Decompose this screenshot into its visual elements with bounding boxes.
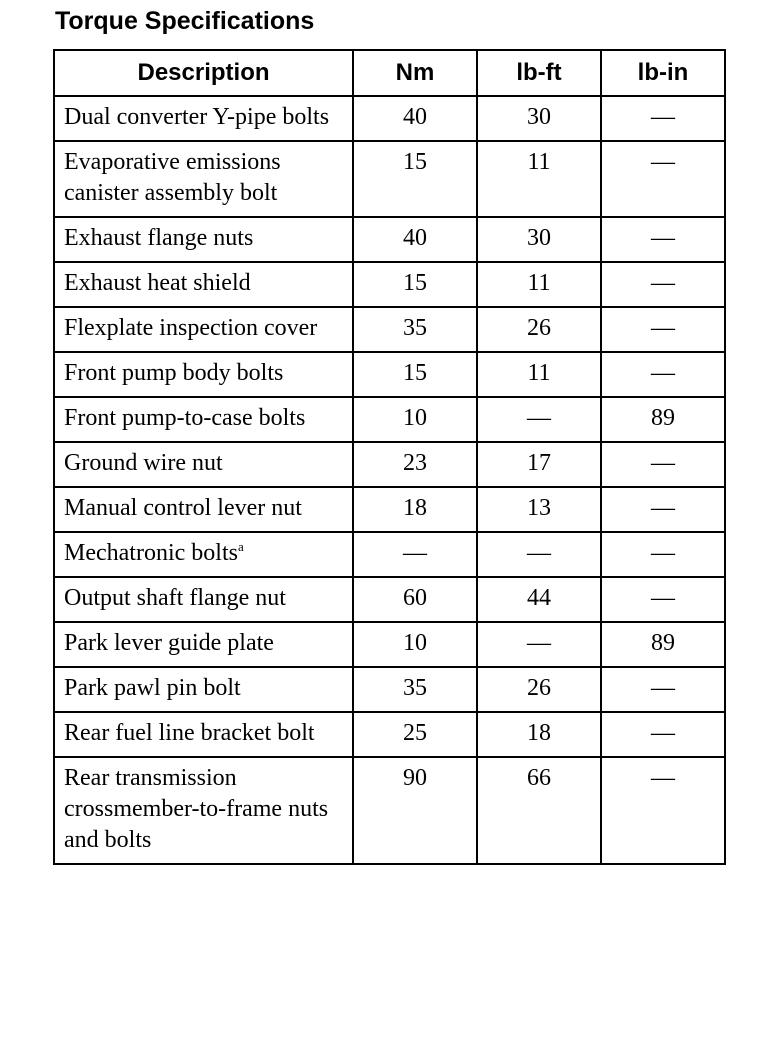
lb-in-cell: — [601,141,725,217]
description-cell: Ground wire nut [54,442,353,487]
lb-ft-cell: 18 [477,712,601,757]
lb-ft-cell: — [477,532,601,577]
lb-in-cell: 89 [601,622,725,667]
table-row [54,307,725,352]
lb-ft-cell: 11 [477,262,601,307]
nm-cell: 90 [353,757,477,864]
description-cell: Park pawl pin bolt [54,667,353,712]
lb-in-cell: — [601,712,725,757]
description-cell: Flexplate inspection cover [54,307,353,352]
description-cell: Exhaust flange nuts [54,217,353,262]
torque-spec-table [53,49,726,865]
nm-cell: 25 [353,712,477,757]
table-row [54,532,725,577]
table-row [54,757,725,864]
description-cell: Output shaft flange nut [54,577,353,622]
table-row [54,352,725,397]
description-cell: Front pump-to-case bolts [54,397,353,442]
nm-cell: 40 [353,217,477,262]
lb-in-cell: — [601,532,725,577]
description-cell: Rear transmission crossmember-to-frame nuts and bolts [54,757,353,864]
lb-ft-cell: 26 [477,307,601,352]
table-header-row [54,50,725,96]
nm-cell: 15 [353,352,477,397]
lb-ft-cell: 26 [477,667,601,712]
table-row [54,96,725,141]
nm-cell: 40 [353,96,477,141]
lb-ft-cell: 66 [477,757,601,864]
description-text: Mechatronic bolts [64,540,238,566]
nm-cell: 15 [353,262,477,307]
description-cell: Exhaust heat shield [54,262,353,307]
description-cell: Dual converter Y-pipe bolts [54,96,353,141]
description-cell: Rear fuel line bracket bolt [54,712,353,757]
description-cell: Manual control lever nut [54,487,353,532]
lb-ft-cell: 44 [477,577,601,622]
table-row [54,397,725,442]
footnote-marker: a [237,539,244,554]
lb-ft-cell: — [477,397,601,442]
table-row [54,262,725,307]
lb-in-cell: — [601,667,725,712]
lb-in-cell: — [601,577,725,622]
nm-cell: 60 [353,577,477,622]
lb-ft-cell: 30 [477,217,601,262]
nm-cell: 18 [353,487,477,532]
nm-cell: 35 [353,307,477,352]
lb-in-cell: — [601,96,725,141]
column-header-lb-in: lb-in [601,50,725,96]
description-cell: Front pump body bolts [54,352,353,397]
page-title: Torque Specifications [55,7,315,35]
table-row [54,712,725,757]
table-body [54,96,725,864]
description-cell: Park lever guide plate [54,622,353,667]
nm-cell: 35 [353,667,477,712]
lb-ft-cell: 11 [477,141,601,217]
lb-ft-cell: 13 [477,487,601,532]
table-row [54,577,725,622]
column-header-nm: Nm [353,50,477,96]
table-row [54,622,725,667]
description-cell: Evaporative emissions canister assembly bolt [54,141,353,217]
table-row [54,487,725,532]
lb-in-cell: — [601,262,725,307]
lb-in-cell: — [601,757,725,864]
table-row [54,442,725,487]
lb-ft-cell: 11 [477,352,601,397]
lb-in-cell: — [601,487,725,532]
nm-cell: 23 [353,442,477,487]
nm-cell: — [353,532,477,577]
lb-ft-cell: 30 [477,96,601,141]
lb-in-cell: — [601,442,725,487]
nm-cell: 10 [353,397,477,442]
lb-ft-cell: — [477,622,601,667]
description-cell [54,532,353,577]
table-row [54,667,725,712]
nm-cell: 15 [353,141,477,217]
table-row [54,217,725,262]
lb-ft-cell: 17 [477,442,601,487]
column-header-description: Description [54,50,353,96]
column-header-lb-ft: lb-ft [477,50,601,96]
lb-in-cell: — [601,352,725,397]
lb-in-cell: — [601,217,725,262]
table-row [54,141,725,217]
lb-in-cell: 89 [601,397,725,442]
nm-cell: 10 [353,622,477,667]
lb-in-cell: — [601,307,725,352]
